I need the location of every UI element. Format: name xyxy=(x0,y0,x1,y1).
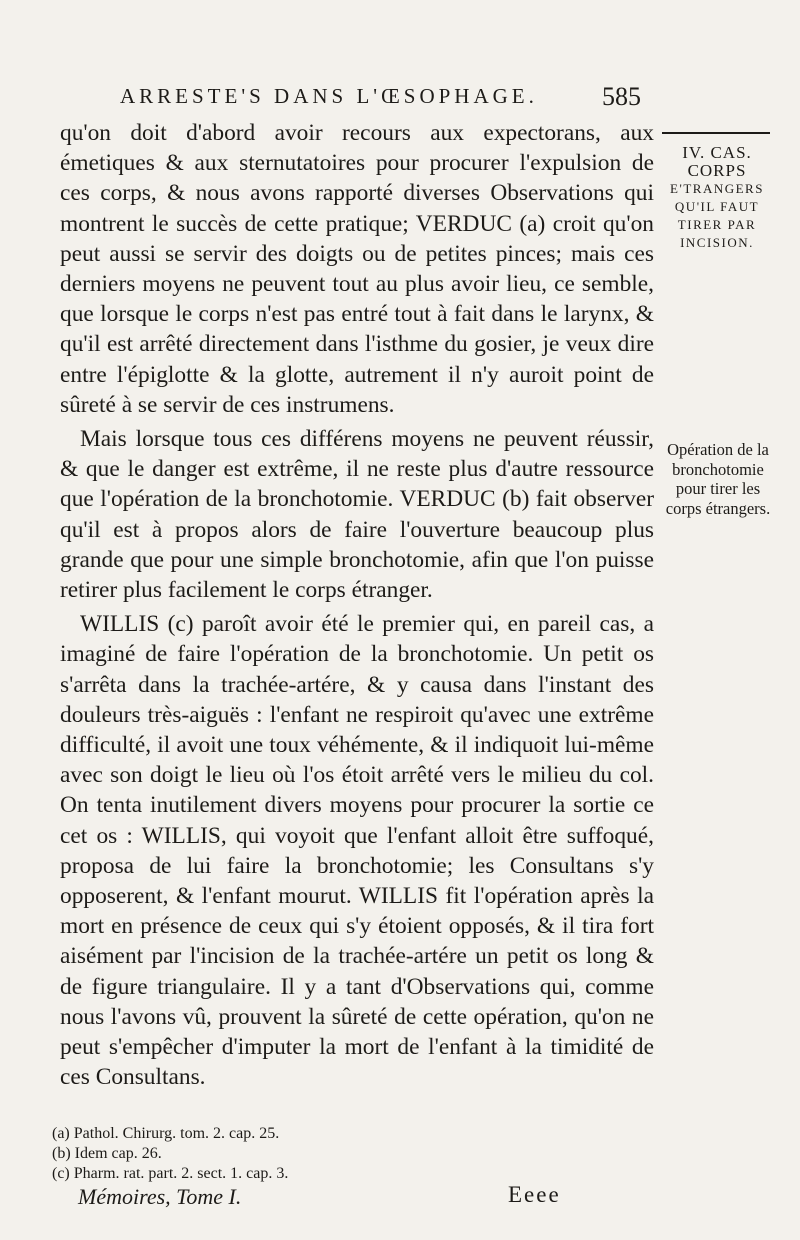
paragraph-2: Mais lorsque tous ces différens moyens ne peuvent réussir, & que le danger est extrême, il ne reste plus d'autre ressource que l'opération de la bronchotomie. VERDUC (b) fait observer qu'il est à propos alors de faire l'ouverture beaucoup plus grande que pour une simple bronchotomie, afin que l'on puisse retirer plus facilement le corps étranger. xyxy=(60,426,654,604)
margin-note-line: IV. CAS. xyxy=(682,143,752,162)
paragraph-3: WILLIS (c) paroît avoir été le premier qui, en pareil cas, a imaginé de faire l'opération de la bronchotomie. Un petit os s'arrêta dans la trachée-artére, & y causa dans l'instant des douleurs très-aiguës : l'enfant ne respiroit qu'avec une extrême difficulté, il avoit une toux véhémente, & il indiquoit lui-même avec son doigt le lieu où l'os étoit arrêté vers le milieu du col. On tenta inutilement divers moyens pour procurer la sortie ce cet os : WILLIS, qui voyoit que l'enfant alloit être suffoqué, proposa de lui faire la bronchotomie; les Consultans s'y opposerent, & l'enfant mourut. WILLIS fit l'opération après la mort en présence de ceux qui s'y étoient opposés, & il tira fort aisément par l'incision de la trachée-artére un petit os long & de figure triangulaire. Il y a tant d'Observations qui, comme nous l'avons vû, prouvent la sûreté de cette opération, qu'on ne peut s'empêcher d'imputer la mort de l'enfant à la timidité de ces Consultans. xyxy=(60,611,654,1091)
page-number: 585 xyxy=(602,82,641,111)
footnote-c: (c) Pharm. rat. part. 2. sect. 1. cap. 3. xyxy=(52,1165,289,1182)
footnote-a: (a) Pathol. Chirurg. tom. 2. cap. 25. xyxy=(52,1125,280,1142)
margin-note-case-heading xyxy=(662,144,772,252)
margin-note-operation: Opération de la bronchotomie pour tirer les corps étrangers. xyxy=(665,440,771,518)
margin-rule xyxy=(662,132,770,134)
margin-note-line: CORPS xyxy=(687,161,747,180)
margin-note-line: E'TRANGERS xyxy=(670,181,764,196)
main-text-column xyxy=(60,118,654,1093)
footnotes xyxy=(52,1124,552,1184)
catchword: Eeee xyxy=(508,1182,561,1207)
margin-note-line: TIRER PAR xyxy=(677,217,757,232)
footnote-b: (b) Idem cap. 26. xyxy=(52,1145,162,1162)
margin-note-line: QU'IL FAUT xyxy=(674,199,760,214)
signature-mark: Mémoires, Tome I. xyxy=(78,1184,242,1209)
running-title: ARRESTE'S DANS L'ŒSOPHAGE. xyxy=(120,84,538,108)
margin-note-line: INCISION. xyxy=(680,235,754,250)
paragraph-1: qu'on doit d'abord avoir recours aux expectorans, aux émetiques & aux sternutatoires pour procurer l'expulsion de ces corps, & nous avons rapporté diverses Observations qui montrent le succès de cette pratique; VERDUC (a) croit qu'on peut aussi se servir des doigts ou de petites pinces; mais ces derniers moyens ne peuvent tout au plus avoir lieu, ce semble, que lorsque le corps n'est pas entré tout à fait dans le larynx, & qu'il est arrêté directement dans l'isthme du gosier, je veux dire entre l'épiglotte & la glotte, autrement il n'y auroit point de sûreté à se servir de ces instrumens. xyxy=(60,120,654,418)
